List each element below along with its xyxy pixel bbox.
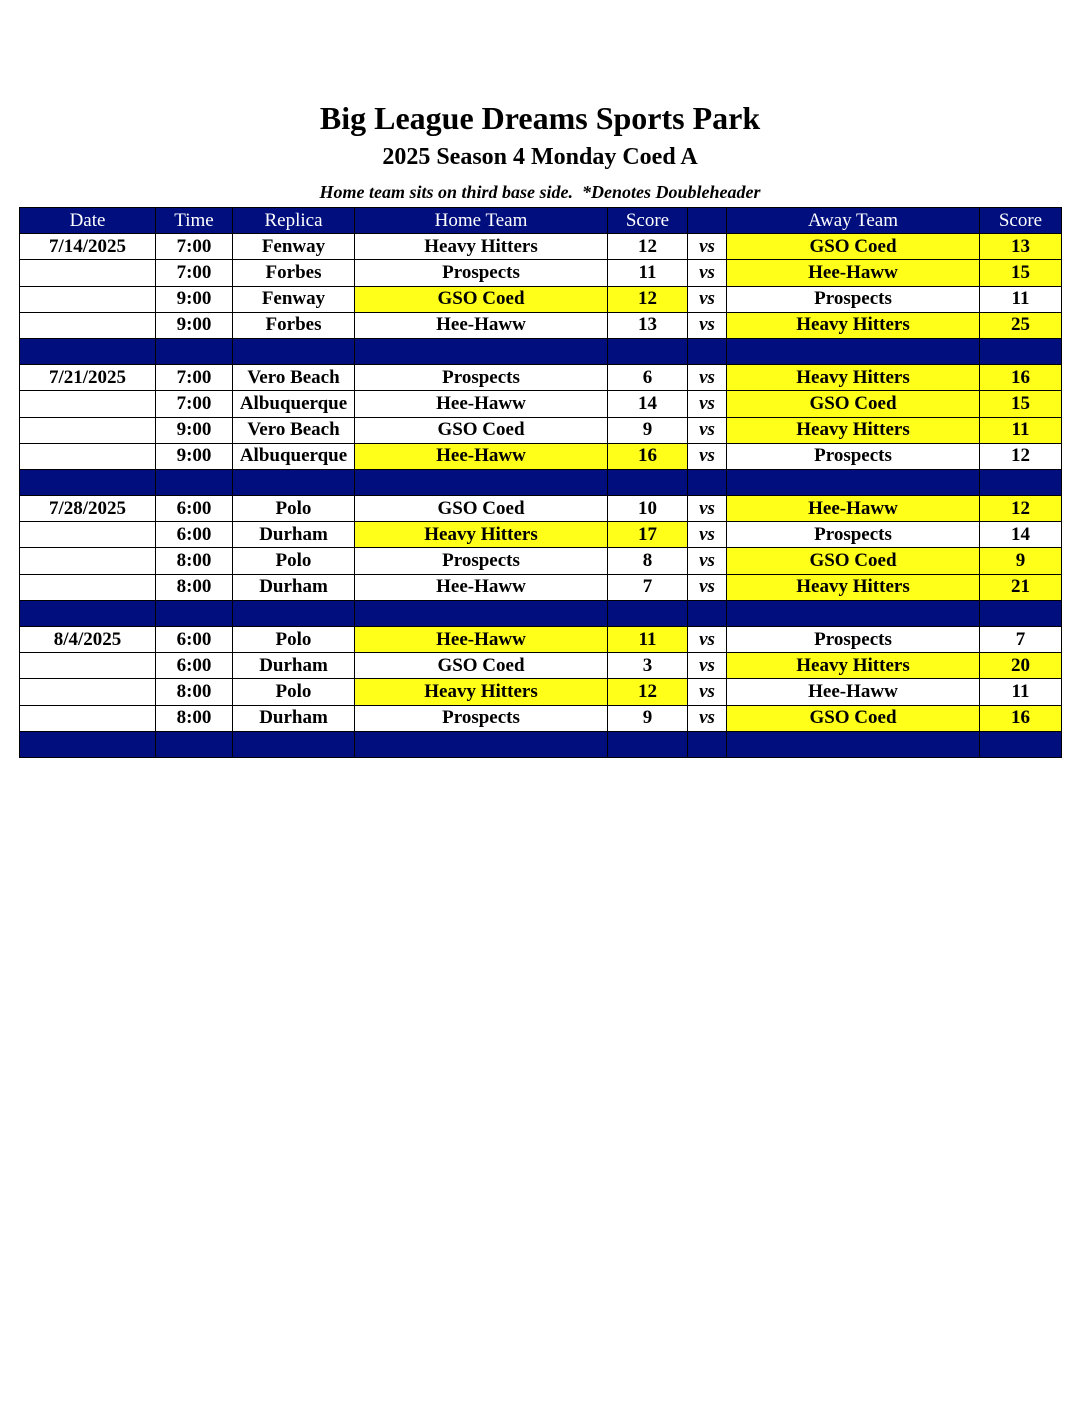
page-title: Big League Dreams Sports Park (319, 100, 761, 136)
cell-home-score: 8 (608, 548, 688, 574)
cell-home-score: 14 (608, 391, 688, 417)
cell-home-score: 16 (608, 443, 688, 469)
cell-away-team: GSO Coed (727, 234, 980, 260)
cell-time: 9:00 (156, 312, 233, 338)
cell-home-score: 12 (608, 679, 688, 705)
cell-home-score: 17 (608, 522, 688, 548)
separator-cell (156, 600, 233, 626)
cell-home-score: 6 (608, 365, 688, 391)
cell-time: 9:00 (156, 443, 233, 469)
separator-cell (727, 731, 980, 757)
week-separator-row (20, 338, 1062, 364)
schedule-body (20, 234, 1062, 758)
cell-vs: vs (688, 234, 727, 260)
cell-home-score: 9 (608, 417, 688, 443)
separator-cell (20, 600, 156, 626)
cell-away-score: 14 (980, 522, 1062, 548)
cell-vs: vs (688, 312, 727, 338)
cell-away-score: 11 (980, 417, 1062, 443)
cell-home-score: 13 (608, 312, 688, 338)
cell-time: 9:00 (156, 286, 233, 312)
schedule-note: Home team sits on third base side. *Denotes Doubleheader (319, 182, 761, 202)
table-row (20, 260, 1062, 286)
cell-time: 8:00 (156, 548, 233, 574)
cell-home-team: Heavy Hitters (355, 679, 608, 705)
cell-away-score: 13 (980, 234, 1062, 260)
cell-vs: vs (688, 496, 727, 522)
cell-time: 7:00 (156, 234, 233, 260)
cell-away-score: 9 (980, 548, 1062, 574)
cell-time: 7:00 (156, 391, 233, 417)
cell-away-team: Prospects (727, 627, 980, 653)
separator-cell (355, 600, 608, 626)
cell-away-score: 12 (980, 496, 1062, 522)
cell-away-score: 12 (980, 443, 1062, 469)
cell-away-team: Hee-Haww (727, 679, 980, 705)
col-header-away-score: Score (980, 208, 1062, 234)
cell-vs: vs (688, 417, 727, 443)
cell-away-team: Hee-Haww (727, 496, 980, 522)
cell-home-score: 10 (608, 496, 688, 522)
separator-cell (980, 600, 1062, 626)
week-separator-row (20, 469, 1062, 495)
table-row (20, 548, 1062, 574)
cell-date (20, 443, 156, 469)
cell-home-team: Prospects (355, 260, 608, 286)
cell-away-team: Hee-Haww (727, 260, 980, 286)
cell-away-team: Prospects (727, 522, 980, 548)
cell-away-score: 15 (980, 260, 1062, 286)
week-separator-row (20, 600, 1062, 626)
table-row (20, 705, 1062, 731)
cell-home-team: Hee-Haww (355, 391, 608, 417)
cell-time: 6:00 (156, 653, 233, 679)
cell-away-score: 25 (980, 312, 1062, 338)
cell-vs: vs (688, 705, 727, 731)
separator-cell (156, 731, 233, 757)
cell-date (20, 260, 156, 286)
table-row (20, 522, 1062, 548)
separator-cell (608, 469, 688, 495)
cell-replica: Albuquerque (233, 443, 355, 469)
cell-replica: Durham (233, 574, 355, 600)
cell-time: 9:00 (156, 417, 233, 443)
cell-replica: Polo (233, 627, 355, 653)
cell-date (20, 705, 156, 731)
cell-vs: vs (688, 522, 727, 548)
cell-home-score: 7 (608, 574, 688, 600)
cell-time: 8:00 (156, 705, 233, 731)
cell-away-score: 16 (980, 705, 1062, 731)
cell-home-team: Prospects (355, 365, 608, 391)
col-header-home-team: Home Team (355, 208, 608, 234)
cell-vs: vs (688, 548, 727, 574)
cell-date (20, 548, 156, 574)
cell-replica: Forbes (233, 260, 355, 286)
cell-home-team: Hee-Haww (355, 443, 608, 469)
separator-cell (980, 469, 1062, 495)
separator-cell (233, 731, 355, 757)
separator-cell (233, 338, 355, 364)
cell-away-score: 21 (980, 574, 1062, 600)
table-header-row (20, 208, 1062, 234)
cell-date (20, 574, 156, 600)
separator-cell (355, 338, 608, 364)
cell-away-team: Heavy Hitters (727, 365, 980, 391)
cell-vs: vs (688, 443, 727, 469)
cell-away-team: Prospects (727, 286, 980, 312)
cell-vs: vs (688, 679, 727, 705)
cell-time: 6:00 (156, 496, 233, 522)
cell-away-team: GSO Coed (727, 391, 980, 417)
table-row (20, 679, 1062, 705)
cell-date: 7/14/2025 (20, 234, 156, 260)
cell-away-score: 16 (980, 365, 1062, 391)
col-header-date: Date (20, 208, 156, 234)
table-row (20, 627, 1062, 653)
cell-away-score: 7 (980, 627, 1062, 653)
separator-cell (233, 600, 355, 626)
cell-date (20, 522, 156, 548)
separator-cell (20, 338, 156, 364)
cell-home-score: 9 (608, 705, 688, 731)
cell-date: 7/28/2025 (20, 496, 156, 522)
cell-replica: Vero Beach (233, 417, 355, 443)
cell-replica: Durham (233, 653, 355, 679)
cell-home-team: Hee-Haww (355, 574, 608, 600)
col-header-away-team: Away Team (727, 208, 980, 234)
col-header-vs (688, 208, 727, 234)
cell-time: 8:00 (156, 574, 233, 600)
separator-cell (156, 338, 233, 364)
table-row (20, 391, 1062, 417)
cell-vs: vs (688, 653, 727, 679)
cell-date (20, 286, 156, 312)
cell-away-score: 11 (980, 286, 1062, 312)
separator-cell (608, 600, 688, 626)
cell-away-score: 20 (980, 653, 1062, 679)
cell-replica: Fenway (233, 234, 355, 260)
separator-cell (688, 469, 727, 495)
table-row (20, 417, 1062, 443)
separator-cell (608, 731, 688, 757)
cell-replica: Albuquerque (233, 391, 355, 417)
cell-home-score: 12 (608, 286, 688, 312)
cell-date (20, 312, 156, 338)
table-row (20, 496, 1062, 522)
cell-replica: Fenway (233, 286, 355, 312)
cell-time: 7:00 (156, 365, 233, 391)
separator-cell (727, 600, 980, 626)
cell-home-score: 11 (608, 260, 688, 286)
cell-home-team: Hee-Haww (355, 312, 608, 338)
separator-cell (980, 731, 1062, 757)
cell-vs: vs (688, 627, 727, 653)
cell-away-team: Heavy Hitters (727, 417, 980, 443)
cell-home-score: 12 (608, 234, 688, 260)
page-subtitle: 2025 Season 4 Monday Coed A (382, 144, 698, 170)
cell-replica: Forbes (233, 312, 355, 338)
cell-home-score: 3 (608, 653, 688, 679)
table-row (20, 653, 1062, 679)
separator-cell (608, 338, 688, 364)
cell-vs: vs (688, 286, 727, 312)
cell-replica: Durham (233, 705, 355, 731)
cell-vs: vs (688, 574, 727, 600)
table-row (20, 234, 1062, 260)
cell-time: 6:00 (156, 522, 233, 548)
cell-away-team: Heavy Hitters (727, 653, 980, 679)
separator-cell (20, 731, 156, 757)
table-row (20, 286, 1062, 312)
separator-cell (727, 338, 980, 364)
cell-away-team: Heavy Hitters (727, 574, 980, 600)
cell-away-team: GSO Coed (727, 548, 980, 574)
cell-time: 6:00 (156, 627, 233, 653)
cell-away-score: 15 (980, 391, 1062, 417)
cell-home-team: GSO Coed (355, 286, 608, 312)
cell-date (20, 679, 156, 705)
cell-replica: Polo (233, 496, 355, 522)
cell-date (20, 653, 156, 679)
cell-time: 8:00 (156, 679, 233, 705)
cell-replica: Durham (233, 522, 355, 548)
cell-time: 7:00 (156, 260, 233, 286)
separator-cell (688, 338, 727, 364)
cell-replica: Polo (233, 548, 355, 574)
cell-home-team: Heavy Hitters (355, 234, 608, 260)
cell-vs: vs (688, 391, 727, 417)
week-separator-row (20, 731, 1062, 757)
separator-cell (980, 338, 1062, 364)
separator-cell (355, 469, 608, 495)
cell-home-team: Prospects (355, 705, 608, 731)
col-header-home-score: Score (608, 208, 688, 234)
cell-replica: Polo (233, 679, 355, 705)
schedule-table (19, 207, 1062, 758)
cell-date: 7/21/2025 (20, 365, 156, 391)
cell-vs: vs (688, 260, 727, 286)
table-row (20, 574, 1062, 600)
separator-cell (233, 469, 355, 495)
col-header-replica: Replica (233, 208, 355, 234)
cell-away-score: 11 (980, 679, 1062, 705)
cell-away-team: Heavy Hitters (727, 312, 980, 338)
cell-away-team: Prospects (727, 443, 980, 469)
separator-cell (156, 469, 233, 495)
cell-home-team: GSO Coed (355, 417, 608, 443)
cell-home-team: GSO Coed (355, 653, 608, 679)
cell-home-team: Heavy Hitters (355, 522, 608, 548)
cell-date (20, 417, 156, 443)
cell-date: 8/4/2025 (20, 627, 156, 653)
cell-home-team: Hee-Haww (355, 627, 608, 653)
table-row (20, 443, 1062, 469)
table-row (20, 312, 1062, 338)
col-header-time: Time (156, 208, 233, 234)
table-row (20, 365, 1062, 391)
cell-date (20, 391, 156, 417)
cell-home-score: 11 (608, 627, 688, 653)
separator-cell (20, 469, 156, 495)
cell-vs: vs (688, 365, 727, 391)
separator-cell (688, 731, 727, 757)
separator-cell (688, 600, 727, 626)
cell-home-team: Prospects (355, 548, 608, 574)
cell-replica: Vero Beach (233, 365, 355, 391)
cell-away-team: GSO Coed (727, 705, 980, 731)
separator-cell (727, 469, 980, 495)
cell-home-team: GSO Coed (355, 496, 608, 522)
separator-cell (355, 731, 608, 757)
